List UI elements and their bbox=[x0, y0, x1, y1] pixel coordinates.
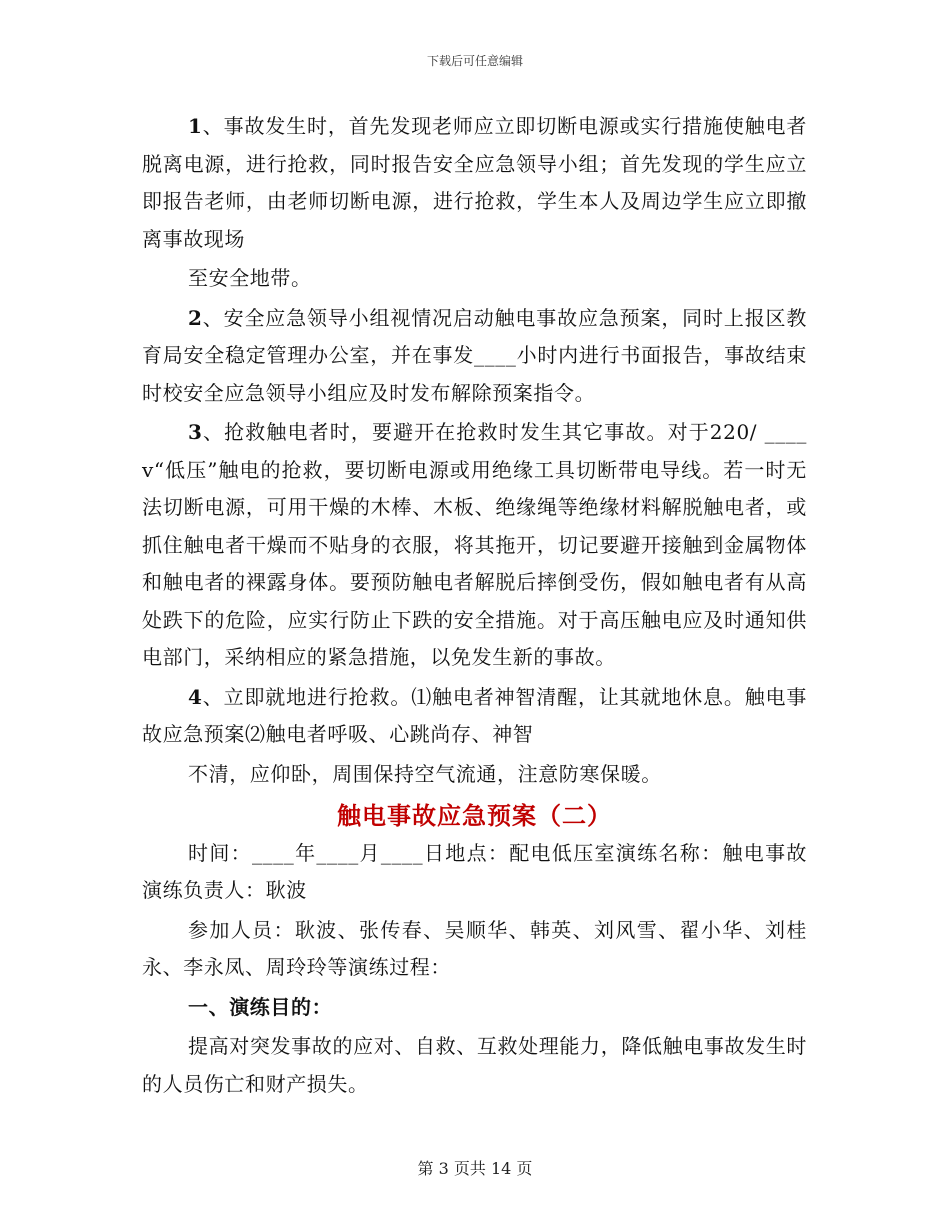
purpose-heading: 一、演练目的： bbox=[188, 994, 333, 1019]
paragraph-3 bbox=[142, 414, 807, 677]
paragraph-text: 、抢救触电者时，要避开在抢救时发生其它事故。对于220/ ____v“低压”触电的抢救，要切断电源或用绝缘工具切断带电导线。若一时无法切断电源，可用干燥的木棒、木板、绝缘绳等绝缘材料解脱触电者，或抓住触电者干燥而不贴身的衣服，将其拖开，切记要避开接触到金属物体和触电者的裸露身体。要预防触电者解脱后摔倒受伤，假如触电者有从高处跌下的危险，应实行防止下跌的安全措施。对于高压触电应及时通知供电部门，采纳相应的紧急措施，以免发生新的事故。 bbox=[142, 420, 807, 669]
purpose-paragraph: 提高对突发事故的应对、自救、互救处理能力，降低触电事故发生时的人员伤亡和财产损失。 bbox=[142, 1034, 807, 1096]
paragraph-text: 、立即就地进行抢救。⑴触电者神智清醒，让其就地休息。触电事故应急预案⑵触电者呼吸、心跳尚存、神智 bbox=[142, 684, 807, 746]
paragraph-1-continued: 至安全地带。 bbox=[188, 266, 312, 290]
paragraph-1 bbox=[142, 108, 807, 258]
item-number: 1 bbox=[188, 114, 203, 138]
paragraph-2 bbox=[142, 300, 807, 413]
document-body bbox=[142, 108, 807, 1103]
item-number: 2 bbox=[188, 305, 203, 330]
participants-paragraph: 参加人员：耿波、张传春、吴顺华、韩英、刘风雪、翟小华、刘桂永、李永凤、周玲玲等演练过程： bbox=[142, 917, 807, 979]
paragraph-text: 、安全应急领导小组视情况启动触电事故应急预案，同时上报区教育局安全稳定管理办公室，并在事发____小时内进行书面报告，事故结束时校安全应急领导小组应及时发布解除预案指令。 bbox=[142, 305, 807, 405]
paragraph-text: 、事故发生时，首先发现老师应立即切断电源或实行措施使触电者脱离电源，进行抢救，同时报告安全应急领导小组；首先发现的学生应立即报告老师，由老师切断电源，进行抢救，学生本人及周边学生应立即撤离事故现场 bbox=[142, 114, 807, 251]
paragraph-4 bbox=[142, 679, 807, 754]
section-title: 触电事故应急预案（二） bbox=[337, 801, 612, 830]
item-number: 3 bbox=[188, 420, 203, 444]
page-footer: 第 3 页共 14 页 bbox=[417, 1159, 533, 1178]
page-header: 下载后可任意编辑 bbox=[426, 54, 523, 68]
item-number: 4 bbox=[188, 684, 203, 709]
paragraph-4-continued: 不清，应仰卧，周围保持空气流通，注意防寒保暖。 bbox=[188, 761, 662, 786]
drill-info-paragraph: 时间：____年____月____日地点：配电低压室演练名称：触电事故演练负责人：耿波 bbox=[142, 840, 807, 902]
